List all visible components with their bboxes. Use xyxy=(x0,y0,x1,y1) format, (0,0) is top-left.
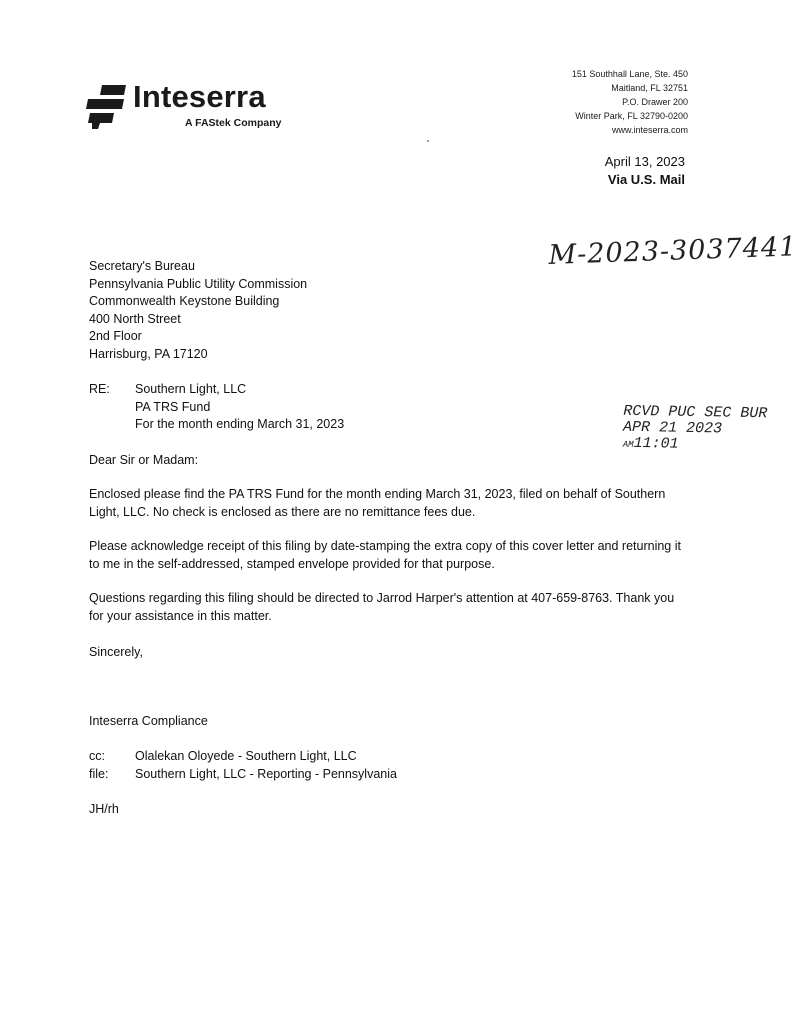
salutation: Dear Sir or Madam: xyxy=(89,453,199,467)
re-label: RE: xyxy=(89,382,110,396)
stamp-time: 11:01 xyxy=(633,434,679,453)
address-line: 151 Southhall Lane, Ste. 450 xyxy=(571,69,688,79)
signer-name: Inteserra Compliance xyxy=(89,714,208,728)
handwritten-docket-number: M-2023-3037441 xyxy=(548,231,798,271)
re-subject xyxy=(135,381,344,434)
stamp-date: APR 21 2023 xyxy=(622,418,723,438)
recipient-address xyxy=(89,258,307,363)
delivery-method: Via U.S. Mail xyxy=(607,172,685,187)
file-reference: Southern Light, LLC - Reporting - Pennsylvania xyxy=(135,767,397,781)
scan-speck xyxy=(427,140,429,142)
re-line: Southern Light, LLC xyxy=(135,382,247,396)
address-line: P.O. Drawer 200 xyxy=(622,97,688,107)
company-name: Inteserra xyxy=(133,79,266,114)
recipient-line: Harrisburg, PA 17120 xyxy=(89,346,208,361)
letter-date: April 13, 2023 xyxy=(604,154,685,169)
recipient-line: Commonwealth Keystone Building xyxy=(89,294,280,308)
closing: Sincerely, xyxy=(89,645,143,659)
recipient-line: 400 North Street xyxy=(89,311,181,326)
cc-label: cc: xyxy=(89,749,105,763)
company-website: www.inteserra.com xyxy=(611,125,688,135)
typist-initials: JH/rh xyxy=(89,802,119,816)
company-tagline: A FAStek Company xyxy=(185,117,282,129)
company-address xyxy=(572,67,688,137)
cc-recipient: Olalekan Oloyede - Southern Light, LLC xyxy=(135,749,357,763)
file-label: file: xyxy=(89,767,109,781)
recipient-line: Secretary's Bureau xyxy=(89,259,195,273)
received-stamp xyxy=(623,404,771,456)
body-paragraph: Please acknowledge receipt of this filing by date-stamping the extra copy of this cover letter and returning it to me in the self-addressed, stamped envelope provided for that purpose. xyxy=(89,539,681,571)
re-line: PA TRS Fund xyxy=(135,399,211,414)
stamp-ampm: AM xyxy=(622,439,634,450)
body-paragraph: Enclosed please find the PA TRS Fund for the month ending March 31, 2023, filed on behalf of Southern Light, LLC. No check is enclosed as there are no remittance fees due. xyxy=(89,487,666,519)
inteserra-logo-icon xyxy=(84,83,128,129)
recipient-line: Pennsylvania Public Utility Commission xyxy=(89,276,308,291)
body-paragraph: Questions regarding this filing should be directed to Jarrod Harper's attention at 407-659-8763. Thank you for your assistance in this matter. xyxy=(89,591,675,623)
recipient-line: 2nd Floor xyxy=(89,329,142,343)
address-line: Winter Park, FL 32790-0200 xyxy=(575,111,688,121)
re-line: For the month ending March 31, 2023 xyxy=(135,417,345,431)
address-line: Maitland, FL 32751 xyxy=(611,83,688,93)
stamp-line: RCVD PUC SEC BUR xyxy=(623,402,768,423)
